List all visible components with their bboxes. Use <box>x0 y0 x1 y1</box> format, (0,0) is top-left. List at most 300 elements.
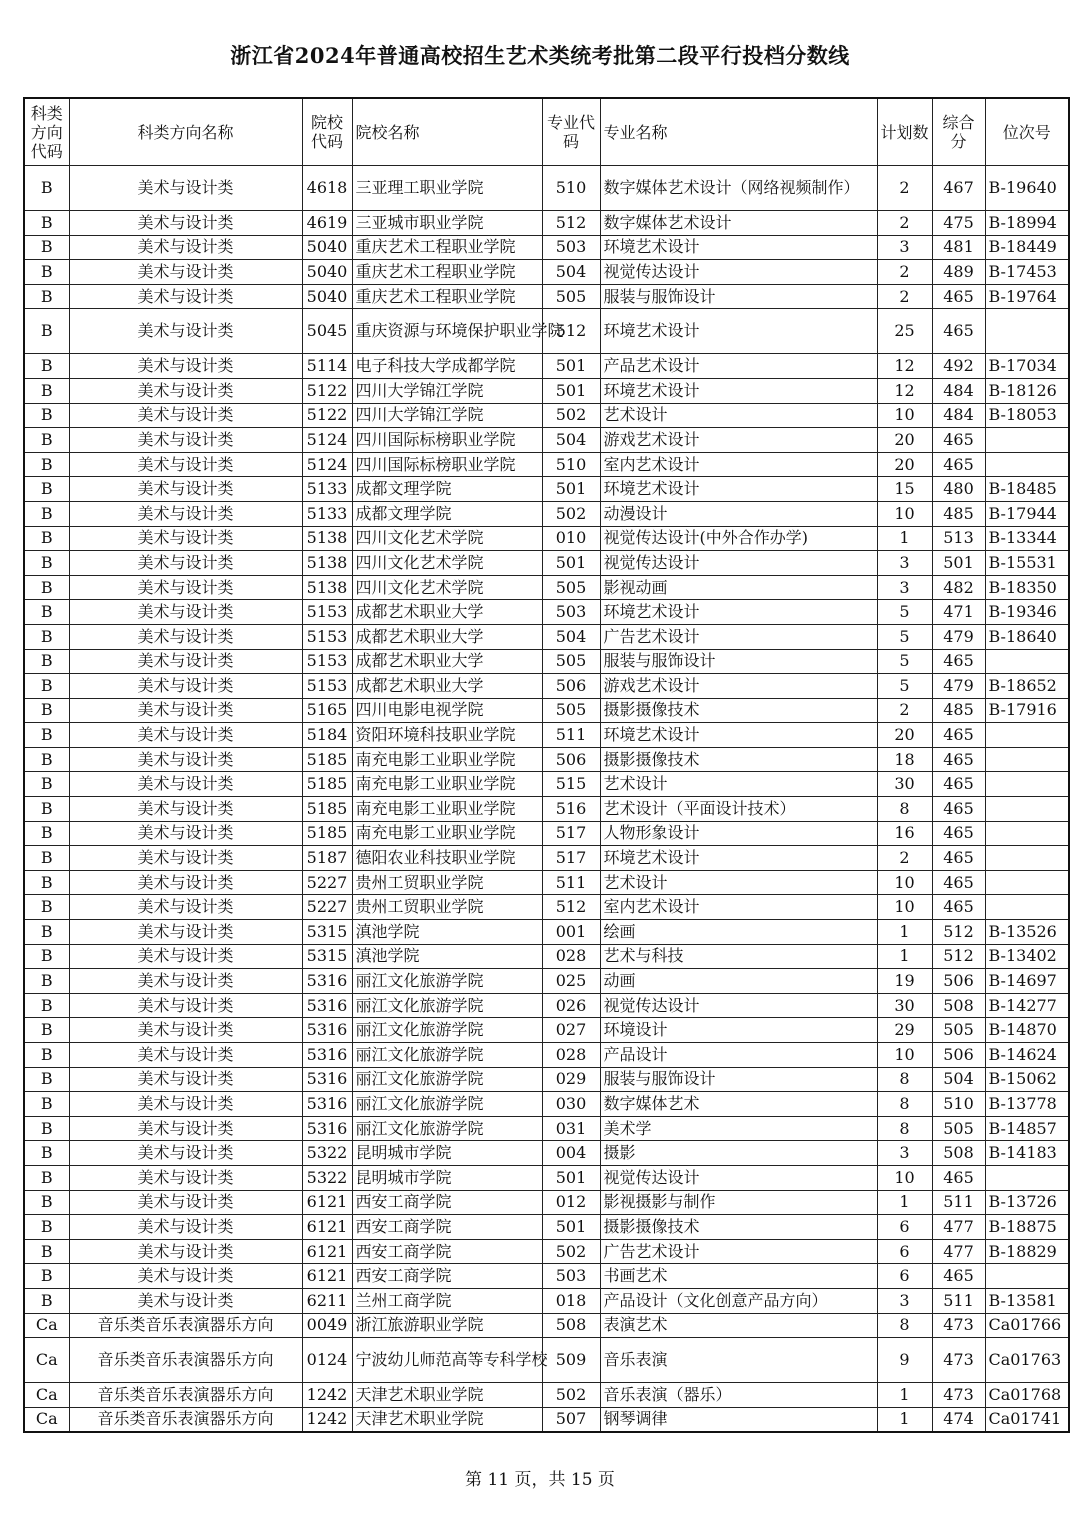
cell-score: 508 <box>932 993 985 1018</box>
cell-major-code: 505 <box>542 649 600 674</box>
cell-plan-count: 8 <box>877 1116 932 1141</box>
cell-school-code: 5227 <box>302 870 352 895</box>
cell-plan-count: 10 <box>877 1043 932 1068</box>
cell-school-name: 重庆艺术工程职业学院 <box>352 235 542 260</box>
cell-school-code: 5040 <box>302 284 352 309</box>
cell-score: 465 <box>932 870 985 895</box>
cell-category-name: 美术与设计类 <box>69 944 302 969</box>
cell-major-code: 028 <box>542 944 600 969</box>
cell-category-code: B <box>24 895 69 920</box>
cell-plan-count: 2 <box>877 260 932 285</box>
cell-school-code: 5316 <box>302 993 352 1018</box>
cell-rank <box>985 428 1069 453</box>
cell-school-name: 丽江文化旅游学院 <box>352 1092 542 1117</box>
cell-major-name: 环境艺术设计 <box>600 235 877 260</box>
cell-rank: B-14277 <box>985 993 1069 1018</box>
cell-major-code: 505 <box>542 284 600 309</box>
table-row <box>24 1239 1069 1264</box>
cell-rank: Ca01763 <box>985 1338 1069 1383</box>
cell-score: 474 <box>932 1407 985 1432</box>
cell-rank: B-14870 <box>985 1018 1069 1043</box>
cell-rank: B-17034 <box>985 354 1069 379</box>
cell-school-name: 西安工商学院 <box>352 1239 542 1264</box>
table-row <box>24 378 1069 403</box>
cell-rank: B-18449 <box>985 235 1069 260</box>
cell-major-code: 502 <box>542 501 600 526</box>
table-body <box>24 166 1069 1432</box>
cell-category-code: B <box>24 674 69 699</box>
cell-school-name: 四川大学锦江学院 <box>352 378 542 403</box>
cell-category-code: B <box>24 920 69 945</box>
header-category-code: 科类方向代码 <box>24 98 69 166</box>
cell-score: 489 <box>932 260 985 285</box>
cell-school-code: 5184 <box>302 723 352 748</box>
cell-major-name: 艺术设计 <box>600 870 877 895</box>
cell-plan-count: 3 <box>877 235 932 260</box>
cell-school-name: 德阳农业科技职业学院 <box>352 846 542 871</box>
cell-plan-count: 19 <box>877 969 932 994</box>
cell-category-name: 美术与设计类 <box>69 797 302 822</box>
cell-rank <box>985 309 1069 354</box>
cell-major-name: 数字媒体艺术设计（网络视频制作） <box>600 166 877 211</box>
table-row <box>24 1215 1069 1240</box>
cell-rank: B-13526 <box>985 920 1069 945</box>
cell-plan-count: 10 <box>877 870 932 895</box>
cell-score: 482 <box>932 575 985 600</box>
cell-major-name: 环境艺术设计 <box>600 378 877 403</box>
cell-major-code: 026 <box>542 993 600 1018</box>
table-row <box>24 428 1069 453</box>
cell-category-code: B <box>24 1165 69 1190</box>
cell-rank: B-13402 <box>985 944 1069 969</box>
cell-rank <box>985 649 1069 674</box>
cell-major-code: 508 <box>542 1313 600 1338</box>
cell-plan-count: 8 <box>877 1092 932 1117</box>
cell-category-name: 美术与设计类 <box>69 575 302 600</box>
table-row <box>24 477 1069 502</box>
score-table <box>23 97 1070 1433</box>
cell-category-name: 美术与设计类 <box>69 354 302 379</box>
cell-major-name: 摄影摄像技术 <box>600 698 877 723</box>
cell-plan-count: 1 <box>877 1383 932 1408</box>
cell-plan-count: 20 <box>877 452 932 477</box>
cell-school-name: 成都文理学院 <box>352 501 542 526</box>
cell-school-name: 重庆艺术工程职业学院 <box>352 260 542 285</box>
cell-rank: Ca01741 <box>985 1407 1069 1432</box>
cell-rank: B-18053 <box>985 403 1069 428</box>
cell-school-name: 丽江文化旅游学院 <box>352 1043 542 1068</box>
cell-major-name: 室内艺术设计 <box>600 452 877 477</box>
cell-major-name: 产品艺术设计 <box>600 354 877 379</box>
header-rank: 位次号 <box>985 98 1069 166</box>
cell-rank: Ca01766 <box>985 1313 1069 1338</box>
cell-category-name: 美术与设计类 <box>69 870 302 895</box>
cell-major-code: 004 <box>542 1141 600 1166</box>
cell-plan-count: 12 <box>877 354 932 379</box>
cell-plan-count: 2 <box>877 698 932 723</box>
cell-major-name: 环境艺术设计 <box>600 477 877 502</box>
cell-major-code: 501 <box>542 378 600 403</box>
cell-category-name: 美术与设计类 <box>69 211 302 236</box>
cell-category-name: 音乐类音乐表演器乐方向 <box>69 1338 302 1383</box>
table-row <box>24 354 1069 379</box>
cell-school-name: 三亚理工职业学院 <box>352 166 542 211</box>
cell-rank: B-15062 <box>985 1067 1069 1092</box>
cell-score: 465 <box>932 284 985 309</box>
cell-major-code: 030 <box>542 1092 600 1117</box>
cell-plan-count: 6 <box>877 1215 932 1240</box>
cell-major-code: 511 <box>542 723 600 748</box>
cell-rank: B-13778 <box>985 1092 1069 1117</box>
table-row <box>24 649 1069 674</box>
table-row <box>24 1067 1069 1092</box>
cell-major-code: 501 <box>542 1215 600 1240</box>
cell-category-code: B <box>24 1190 69 1215</box>
cell-rank: B-19346 <box>985 600 1069 625</box>
cell-category-name: 美术与设计类 <box>69 551 302 576</box>
cell-plan-count: 10 <box>877 895 932 920</box>
cell-school-name: 三亚城市职业学院 <box>352 211 542 236</box>
cell-school-name: 浙江旅游职业学院 <box>352 1313 542 1338</box>
cell-category-code: B <box>24 821 69 846</box>
cell-category-code: B <box>24 1141 69 1166</box>
cell-category-code: B <box>24 551 69 576</box>
cell-school-name: 成都文理学院 <box>352 477 542 502</box>
cell-school-code: 4619 <box>302 211 352 236</box>
cell-plan-count: 10 <box>877 403 932 428</box>
cell-category-name: 美术与设计类 <box>69 1190 302 1215</box>
cell-major-code: 509 <box>542 1338 600 1383</box>
cell-major-code: 506 <box>542 674 600 699</box>
cell-category-name: 美术与设计类 <box>69 1141 302 1166</box>
cell-score: 465 <box>932 1165 985 1190</box>
cell-major-name: 环境艺术设计 <box>600 309 877 354</box>
cell-school-name: 成都艺术职业大学 <box>352 600 542 625</box>
cell-plan-count: 1 <box>877 944 932 969</box>
cell-school-name: 成都艺术职业大学 <box>352 649 542 674</box>
cell-plan-count: 29 <box>877 1018 932 1043</box>
cell-major-name: 广告艺术设计 <box>600 624 877 649</box>
cell-major-name: 环境艺术设计 <box>600 723 877 748</box>
cell-major-code: 028 <box>542 1043 600 1068</box>
cell-category-name: 美术与设计类 <box>69 1092 302 1117</box>
table-row <box>24 1190 1069 1215</box>
header-plan-count: 计划数 <box>877 98 932 166</box>
cell-category-name: 美术与设计类 <box>69 969 302 994</box>
header-school-name: 院校名称 <box>352 98 542 166</box>
table-row <box>24 674 1069 699</box>
cell-category-code: B <box>24 1239 69 1264</box>
cell-rank: Ca01768 <box>985 1383 1069 1408</box>
cell-major-code: 510 <box>542 166 600 211</box>
cell-major-name: 产品设计 <box>600 1043 877 1068</box>
cell-category-name: 美术与设计类 <box>69 501 302 526</box>
cell-category-name: 美术与设计类 <box>69 526 302 551</box>
cell-major-code: 512 <box>542 211 600 236</box>
cell-plan-count: 20 <box>877 723 932 748</box>
cell-category-name: 美术与设计类 <box>69 1264 302 1289</box>
cell-school-name: 天津艺术职业学院 <box>352 1407 542 1432</box>
cell-plan-count: 5 <box>877 624 932 649</box>
cell-school-code: 0049 <box>302 1313 352 1338</box>
cell-category-name: 美术与设计类 <box>69 821 302 846</box>
cell-major-name: 服装与服饰设计 <box>600 284 877 309</box>
cell-rank <box>985 797 1069 822</box>
table-row <box>24 1264 1069 1289</box>
cell-score: 465 <box>932 846 985 871</box>
cell-major-code: 505 <box>542 698 600 723</box>
cell-category-code: B <box>24 944 69 969</box>
cell-school-name: 四川电影电视学院 <box>352 698 542 723</box>
cell-major-name: 动画 <box>600 969 877 994</box>
cell-category-name: 美术与设计类 <box>69 698 302 723</box>
table-row <box>24 747 1069 772</box>
cell-plan-count: 30 <box>877 993 932 1018</box>
cell-plan-count: 5 <box>877 649 932 674</box>
cell-rank <box>985 772 1069 797</box>
cell-rank: B-15531 <box>985 551 1069 576</box>
cell-category-code: B <box>24 1288 69 1313</box>
cell-category-name: 美术与设计类 <box>69 477 302 502</box>
table-row <box>24 235 1069 260</box>
cell-plan-count: 8 <box>877 797 932 822</box>
cell-category-name: 美术与设计类 <box>69 1116 302 1141</box>
cell-major-code: 507 <box>542 1407 600 1432</box>
cell-category-code: B <box>24 501 69 526</box>
cell-rank: B-18350 <box>985 575 1069 600</box>
table-row <box>24 1165 1069 1190</box>
cell-school-name: 天津艺术职业学院 <box>352 1383 542 1408</box>
cell-score: 473 <box>932 1383 985 1408</box>
cell-rank <box>985 452 1069 477</box>
cell-school-code: 5227 <box>302 895 352 920</box>
cell-category-name: 美术与设计类 <box>69 649 302 674</box>
cell-school-name: 四川国际标榜职业学院 <box>352 452 542 477</box>
cell-school-code: 5114 <box>302 354 352 379</box>
cell-category-code: Ca <box>24 1383 69 1408</box>
cell-major-name: 绘画 <box>600 920 877 945</box>
cell-category-code: B <box>24 235 69 260</box>
cell-rank: B-17916 <box>985 698 1069 723</box>
cell-major-code: 027 <box>542 1018 600 1043</box>
table-row <box>24 452 1069 477</box>
cell-plan-count: 3 <box>877 575 932 600</box>
cell-school-code: 5045 <box>302 309 352 354</box>
cell-score: 505 <box>932 1018 985 1043</box>
cell-school-name: 滇池学院 <box>352 920 542 945</box>
cell-score: 480 <box>932 477 985 502</box>
cell-school-name: 四川文化艺术学院 <box>352 551 542 576</box>
page-title: 浙江省2024年普通高校招生艺术类统考批第二段平行投档分数线 <box>230 43 850 68</box>
cell-plan-count: 1 <box>877 1190 932 1215</box>
cell-score: 465 <box>932 797 985 822</box>
cell-category-code: B <box>24 1043 69 1068</box>
cell-score: 513 <box>932 526 985 551</box>
cell-major-name: 环境艺术设计 <box>600 600 877 625</box>
cell-category-code: B <box>24 969 69 994</box>
cell-rank: B-18126 <box>985 378 1069 403</box>
cell-category-name: 美术与设计类 <box>69 1043 302 1068</box>
cell-major-name: 书画艺术 <box>600 1264 877 1289</box>
cell-major-name: 影视摄影与制作 <box>600 1190 877 1215</box>
cell-major-code: 512 <box>542 309 600 354</box>
cell-category-code: B <box>24 575 69 600</box>
cell-score: 481 <box>932 235 985 260</box>
cell-major-name: 服装与服饰设计 <box>600 1067 877 1092</box>
cell-score: 510 <box>932 1092 985 1117</box>
cell-school-code: 5315 <box>302 944 352 969</box>
cell-school-name: 贵州工贸职业学院 <box>352 895 542 920</box>
cell-score: 504 <box>932 1067 985 1092</box>
table-row <box>24 260 1069 285</box>
cell-category-code: B <box>24 211 69 236</box>
cell-major-name: 表演艺术 <box>600 1313 877 1338</box>
table-row <box>24 993 1069 1018</box>
cell-school-code: 5187 <box>302 846 352 871</box>
cell-school-code: 5124 <box>302 428 352 453</box>
cell-school-code: 5316 <box>302 969 352 994</box>
cell-major-code: 010 <box>542 526 600 551</box>
cell-school-name: 南充电影工业职业学院 <box>352 821 542 846</box>
cell-school-code: 5040 <box>302 260 352 285</box>
cell-rank: B-13581 <box>985 1288 1069 1313</box>
cell-school-name: 成都艺术职业大学 <box>352 624 542 649</box>
cell-school-name: 资阳环境科技职业学院 <box>352 723 542 748</box>
cell-score: 473 <box>932 1313 985 1338</box>
cell-plan-count: 8 <box>877 1067 932 1092</box>
cell-score: 465 <box>932 1264 985 1289</box>
cell-score: 479 <box>932 674 985 699</box>
cell-category-code: Ca <box>24 1338 69 1383</box>
cell-school-name: 昆明城市学院 <box>352 1165 542 1190</box>
cell-major-name: 视觉传达设计 <box>600 260 877 285</box>
table-row <box>24 1116 1069 1141</box>
cell-plan-count: 9 <box>877 1338 932 1383</box>
cell-major-name: 艺术设计 <box>600 772 877 797</box>
cell-major-name: 服装与服饰设计 <box>600 649 877 674</box>
table-row <box>24 772 1069 797</box>
cell-school-code: 5153 <box>302 674 352 699</box>
cell-category-code: B <box>24 526 69 551</box>
cell-category-code: B <box>24 846 69 871</box>
cell-score: 508 <box>932 1141 985 1166</box>
cell-school-code: 5133 <box>302 477 352 502</box>
cell-major-name: 数字媒体艺术设计 <box>600 211 877 236</box>
cell-rank: B-17453 <box>985 260 1069 285</box>
cell-major-name: 环境艺术设计 <box>600 846 877 871</box>
cell-score: 505 <box>932 1116 985 1141</box>
cell-school-name: 丽江文化旅游学院 <box>352 1018 542 1043</box>
header-row <box>24 98 1069 166</box>
table-row <box>24 211 1069 236</box>
cell-school-code: 4618 <box>302 166 352 211</box>
cell-major-code: 501 <box>542 1165 600 1190</box>
cell-category-code: B <box>24 452 69 477</box>
cell-school-code: 5185 <box>302 821 352 846</box>
cell-category-name: 美术与设计类 <box>69 1067 302 1092</box>
cell-category-code: B <box>24 1215 69 1240</box>
cell-score: 465 <box>932 649 985 674</box>
cell-category-name: 音乐类音乐表演器乐方向 <box>69 1383 302 1408</box>
cell-major-code: 511 <box>542 870 600 895</box>
cell-category-code: B <box>24 698 69 723</box>
cell-school-code: 5322 <box>302 1165 352 1190</box>
cell-school-name: 成都艺术职业大学 <box>352 674 542 699</box>
cell-school-name: 兰州工商学院 <box>352 1288 542 1313</box>
cell-rank: B-18640 <box>985 624 1069 649</box>
cell-rank: B-13726 <box>985 1190 1069 1215</box>
cell-rank <box>985 846 1069 871</box>
cell-category-name: 美术与设计类 <box>69 1165 302 1190</box>
table-row <box>24 1141 1069 1166</box>
cell-school-name: 贵州工贸职业学院 <box>352 870 542 895</box>
header-score: 综合分 <box>932 98 985 166</box>
cell-major-name: 视觉传达设计 <box>600 1165 877 1190</box>
cell-major-name: 摄影 <box>600 1141 877 1166</box>
table-row <box>24 723 1069 748</box>
cell-major-name: 游戏艺术设计 <box>600 428 877 453</box>
table-row <box>24 1383 1069 1408</box>
table-row <box>24 624 1069 649</box>
cell-category-code: B <box>24 649 69 674</box>
cell-rank: B-18994 <box>985 211 1069 236</box>
cell-category-code: B <box>24 723 69 748</box>
cell-major-name: 视觉传达设计(中外合作办学) <box>600 526 877 551</box>
cell-school-name: 西安工商学院 <box>352 1264 542 1289</box>
table-row <box>24 895 1069 920</box>
cell-school-name: 南充电影工业职业学院 <box>352 772 542 797</box>
cell-category-name: 音乐类音乐表演器乐方向 <box>69 1313 302 1338</box>
cell-major-code: 501 <box>542 551 600 576</box>
cell-category-code: B <box>24 1092 69 1117</box>
cell-rank: B-14183 <box>985 1141 1069 1166</box>
cell-category-name: 美术与设计类 <box>69 920 302 945</box>
cell-major-code: 018 <box>542 1288 600 1313</box>
cell-plan-count: 12 <box>877 378 932 403</box>
cell-category-name: 美术与设计类 <box>69 723 302 748</box>
cell-major-name: 摄影摄像技术 <box>600 747 877 772</box>
cell-rank <box>985 747 1069 772</box>
cell-school-name: 四川文化艺术学院 <box>352 575 542 600</box>
cell-school-code: 6211 <box>302 1288 352 1313</box>
cell-major-name: 艺术设计（平面设计技术） <box>600 797 877 822</box>
cell-score: 477 <box>932 1215 985 1240</box>
cell-school-name: 四川文化艺术学院 <box>352 526 542 551</box>
cell-category-code: B <box>24 354 69 379</box>
table-row <box>24 846 1069 871</box>
table-row <box>24 1043 1069 1068</box>
cell-school-name: 南充电影工业职业学院 <box>352 747 542 772</box>
cell-category-code: B <box>24 428 69 453</box>
cell-score: 465 <box>932 821 985 846</box>
cell-school-code: 5165 <box>302 698 352 723</box>
cell-school-name: 西安工商学院 <box>352 1190 542 1215</box>
cell-category-name: 美术与设计类 <box>69 235 302 260</box>
cell-major-code: 512 <box>542 895 600 920</box>
cell-score: 506 <box>932 969 985 994</box>
cell-category-name: 美术与设计类 <box>69 284 302 309</box>
cell-school-name: 丽江文化旅游学院 <box>352 1067 542 1092</box>
cell-category-code: B <box>24 403 69 428</box>
cell-category-name: 美术与设计类 <box>69 378 302 403</box>
cell-category-name: 美术与设计类 <box>69 1018 302 1043</box>
cell-score: 467 <box>932 166 985 211</box>
cell-category-code: B <box>24 1116 69 1141</box>
cell-score: 465 <box>932 723 985 748</box>
cell-school-code: 6121 <box>302 1264 352 1289</box>
cell-major-code: 502 <box>542 1383 600 1408</box>
cell-school-code: 5122 <box>302 378 352 403</box>
